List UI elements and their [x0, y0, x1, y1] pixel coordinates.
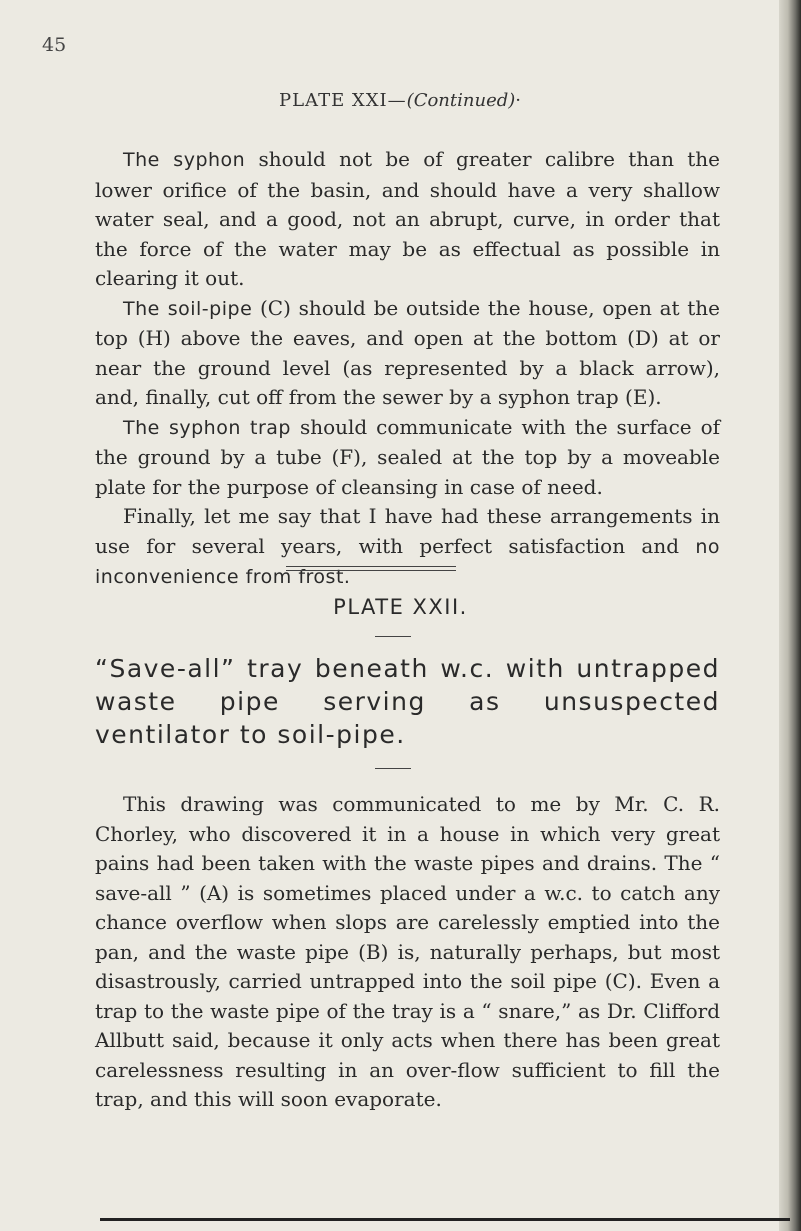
bottom-rule [100, 1218, 790, 1221]
term-soil-pipe: The soil-pipe [123, 297, 253, 320]
term-no-inconvenience: no inconvenience from frost. [95, 535, 720, 588]
term-syphon-trap: The syphon trap [123, 416, 291, 439]
term-syphon: The syphon [123, 149, 246, 171]
section2-text [95, 790, 720, 1115]
paragraph-soil-pipe: The soil-pipe (C) should be outside the house, open at the top (H) above the eaves, and open at the bottom (D) at or near the ground level (as represented by a black arrow), and, finally, cut off from the sewer by a syphon trap (E). [95, 295, 721, 409]
subtitle-rule [375, 768, 411, 769]
header-continued: (Continued) [406, 90, 516, 111]
page-number: 45 [42, 34, 67, 56]
paragraph-syphon: The syphon should not be of greater calibre than the lower orifice of the basin, and should have a very shallow water seal, and a good, not an abrupt, curve, in order that the force of the water may be as effectual as possible in clearing it out. [95, 147, 720, 290]
paragraph-syphon-trap: The syphon trap should communicate with the surface of the ground by a tube (F), sealed at the top by a moveable plate for the purpose of cleansing in case of need. [95, 414, 721, 499]
paragraph-finally: Finally, let me say that I have had these arrangements in use for several years, with perfect satisfaction and no inconvenience from frost. [95, 504, 720, 588]
paragraph-plate-xxii: This drawing was communicated to me by Mr. C. R. Chorley, who discovered it in a house in which very great pains had been taken with the waste pipes and drains. The “ save-all ” (A) is sometimes placed under a w.c. to catch any chance overflow when slops are carelessly emptied into the pan, and the waste pipe (B) is, naturally perhaps, but most disastrously, carried untrapped into the soil pipe (C). Even a trap to the waste pipe of the tray is a “ snare,” as Dr. Clifford Allbutt said, because it only acts when there has been great carelessness resulting in an over-flow sufficient to fill the trap, and this will soon evaporate. [95, 792, 720, 1111]
plate-title: PLATE XXII. [333, 595, 468, 619]
header-plate: PLATE XXI— [278, 90, 407, 111]
section-divider-second [286, 570, 456, 571]
section-divider [286, 566, 456, 567]
running-header [0, 90, 801, 111]
section1-text [95, 145, 720, 593]
title-rule [375, 636, 411, 637]
header-dot: · [515, 90, 523, 111]
plate-subtitle: “Save-all” tray beneath w.c. with untrapped waste pipe serving as unsuspected ventilator to soil-pipe. [95, 654, 720, 749]
